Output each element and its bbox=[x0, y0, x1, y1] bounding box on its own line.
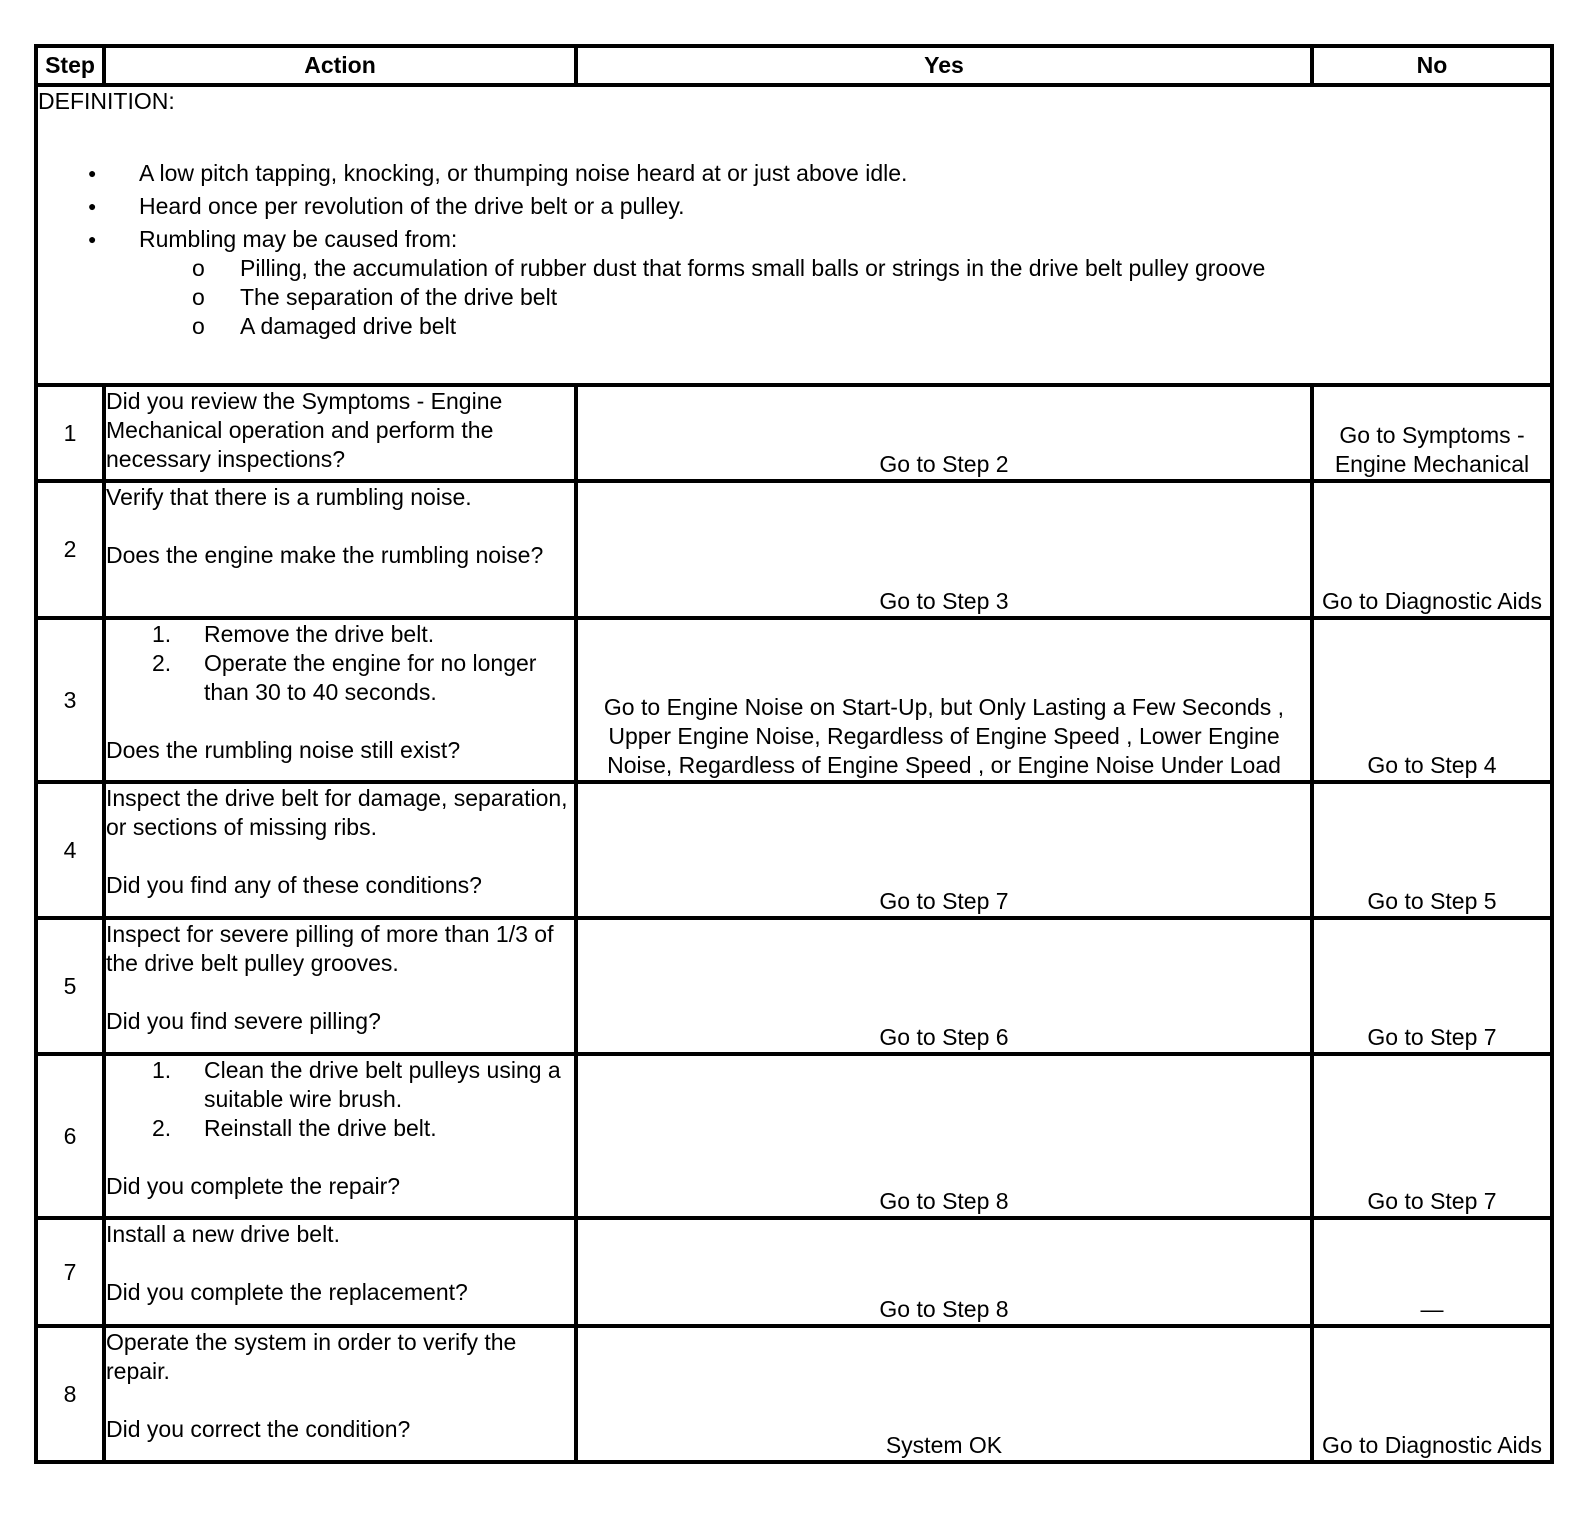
definition-sub-bullets bbox=[139, 254, 1550, 341]
diagnostic-table bbox=[34, 44, 1554, 1464]
table-row bbox=[36, 1326, 1552, 1462]
action-cell bbox=[104, 1218, 576, 1326]
action-step-number: 2. bbox=[152, 1115, 172, 1141]
action-steps bbox=[106, 620, 574, 707]
header-yes: Yes bbox=[576, 46, 1312, 85]
action-intro: Operate the system in order to verify the repair. bbox=[106, 1329, 517, 1384]
step-number: 4 bbox=[36, 782, 104, 918]
action-step-number: 1. bbox=[152, 621, 172, 647]
action-step bbox=[106, 620, 574, 649]
action-question: Does the rumbling noise still exist? bbox=[106, 737, 461, 763]
definition-sub-bullet: o Pilling, the accumulation of rubber dust that forms small balls or strings in the drive belt pulley groove bbox=[139, 254, 1550, 283]
definition-sub-bullet: o A damaged drive belt bbox=[139, 312, 1550, 341]
definition-cell bbox=[36, 85, 1552, 385]
step-number: 1 bbox=[36, 385, 104, 481]
definition-bullets bbox=[38, 159, 1550, 341]
step-number: 6 bbox=[36, 1054, 104, 1218]
step-number: 8 bbox=[36, 1326, 104, 1462]
header-action: Action bbox=[104, 46, 576, 85]
no-cell: Go to Step 4 bbox=[1312, 618, 1552, 782]
no-cell: Go to Step 7 bbox=[1312, 1054, 1552, 1218]
action-step-number: 1. bbox=[152, 1057, 172, 1083]
step-number: 7 bbox=[36, 1218, 104, 1326]
yes-cell: Go to Step 6 bbox=[576, 918, 1312, 1054]
no-cell: Go to Step 7 bbox=[1312, 918, 1552, 1054]
header-no: No bbox=[1312, 46, 1552, 85]
definition-title: DEFINITION: bbox=[38, 88, 175, 114]
action-intro: Install a new drive belt. bbox=[106, 1221, 340, 1247]
action-step bbox=[106, 649, 574, 707]
table-row bbox=[36, 481, 1552, 618]
no-cell: Go to Diagnostic Aids bbox=[1312, 481, 1552, 618]
action-step-text: Clean the drive belt pulleys using a suitable wire brush. bbox=[204, 1057, 561, 1112]
action-intro: Inspect the drive belt for damage, separation, or sections of missing ribs. bbox=[106, 785, 568, 840]
step-number: 2 bbox=[36, 481, 104, 618]
definition-bullet bbox=[38, 225, 1550, 341]
step-number: 5 bbox=[36, 918, 104, 1054]
action-cell bbox=[104, 481, 576, 618]
yes-cell: System OK bbox=[576, 1326, 1312, 1462]
table-row bbox=[36, 918, 1552, 1054]
action-step bbox=[106, 1056, 574, 1114]
bullet-text: A low pitch tapping, knocking, or thumping noise heard at or just above idle. bbox=[139, 160, 908, 186]
action-step bbox=[106, 1114, 574, 1143]
action-question: Does the engine make the rumbling noise? bbox=[106, 542, 544, 568]
step-number: 3 bbox=[36, 618, 104, 782]
bullet-text: Heard once per revolution of the drive belt or a pulley. bbox=[139, 193, 685, 219]
table-row bbox=[36, 1054, 1552, 1218]
header-step: Step bbox=[36, 46, 104, 85]
yes-cell: Go to Step 8 bbox=[576, 1218, 1312, 1326]
yes-cell: Go to Step 3 bbox=[576, 481, 1312, 618]
yes-cell: Go to Step 8 bbox=[576, 1054, 1312, 1218]
action-intro: Verify that there is a rumbling noise. bbox=[106, 484, 472, 510]
action-question: Did you find severe pilling? bbox=[106, 1008, 381, 1034]
action-step-text: Operate the engine for no longer than 30 to 40 seconds. bbox=[204, 650, 537, 705]
yes-cell: Go to Step 7 bbox=[576, 782, 1312, 918]
action-cell bbox=[104, 385, 576, 481]
action-step-text: Reinstall the drive belt. bbox=[204, 1115, 437, 1141]
action-question: Did you correct the condition? bbox=[106, 1416, 411, 1442]
action-cell bbox=[104, 782, 576, 918]
action-cell bbox=[104, 1054, 576, 1218]
action-intro: Inspect for severe pilling of more than 1/3 of the drive belt pulley grooves. bbox=[106, 921, 554, 976]
yes-cell bbox=[576, 618, 1312, 782]
yes-cell: Go to Step 2 bbox=[576, 385, 1312, 481]
definition-bullet bbox=[38, 159, 1550, 188]
no-cell: Go to Symptoms - Engine Mechanical bbox=[1312, 385, 1552, 481]
no-cell: Go to Step 5 bbox=[1312, 782, 1552, 918]
action-question: Did you complete the repair? bbox=[106, 1173, 401, 1199]
definition-row bbox=[36, 85, 1552, 385]
table-row bbox=[36, 618, 1552, 782]
table-row bbox=[36, 1218, 1552, 1326]
action-cell bbox=[104, 1326, 576, 1462]
action-question: Did you review the Symptoms - Engine Mechanical operation and perform the necessary inspections? bbox=[106, 388, 503, 472]
bullet-text: Rumbling may be caused from: bbox=[139, 226, 458, 252]
action-question: Did you complete the replacement? bbox=[106, 1279, 468, 1305]
no-cell: Go to Diagnostic Aids bbox=[1312, 1326, 1552, 1462]
action-step-text: Remove the drive belt. bbox=[204, 621, 435, 647]
action-cell bbox=[104, 618, 576, 782]
definition-sub-bullet: o The separation of the drive belt bbox=[139, 283, 1550, 312]
action-cell bbox=[104, 918, 576, 1054]
header-row bbox=[36, 46, 1552, 85]
action-question: Did you find any of these conditions? bbox=[106, 872, 482, 898]
action-step-number: 2. bbox=[152, 650, 172, 676]
no-cell: — bbox=[1312, 1218, 1552, 1326]
definition-bullet bbox=[38, 192, 1550, 221]
yes-text: Go to Engine Noise on Start-Up, but Only Lasting a Few Seconds , Upper Engine Noise, Regardless of Engine Speed , Lower Engine Noise, Regardless of Engine Speed , or Engine Noise Under Load bbox=[603, 694, 1285, 778]
action-steps bbox=[106, 1056, 574, 1143]
table-row bbox=[36, 782, 1552, 918]
table-row bbox=[36, 385, 1552, 481]
